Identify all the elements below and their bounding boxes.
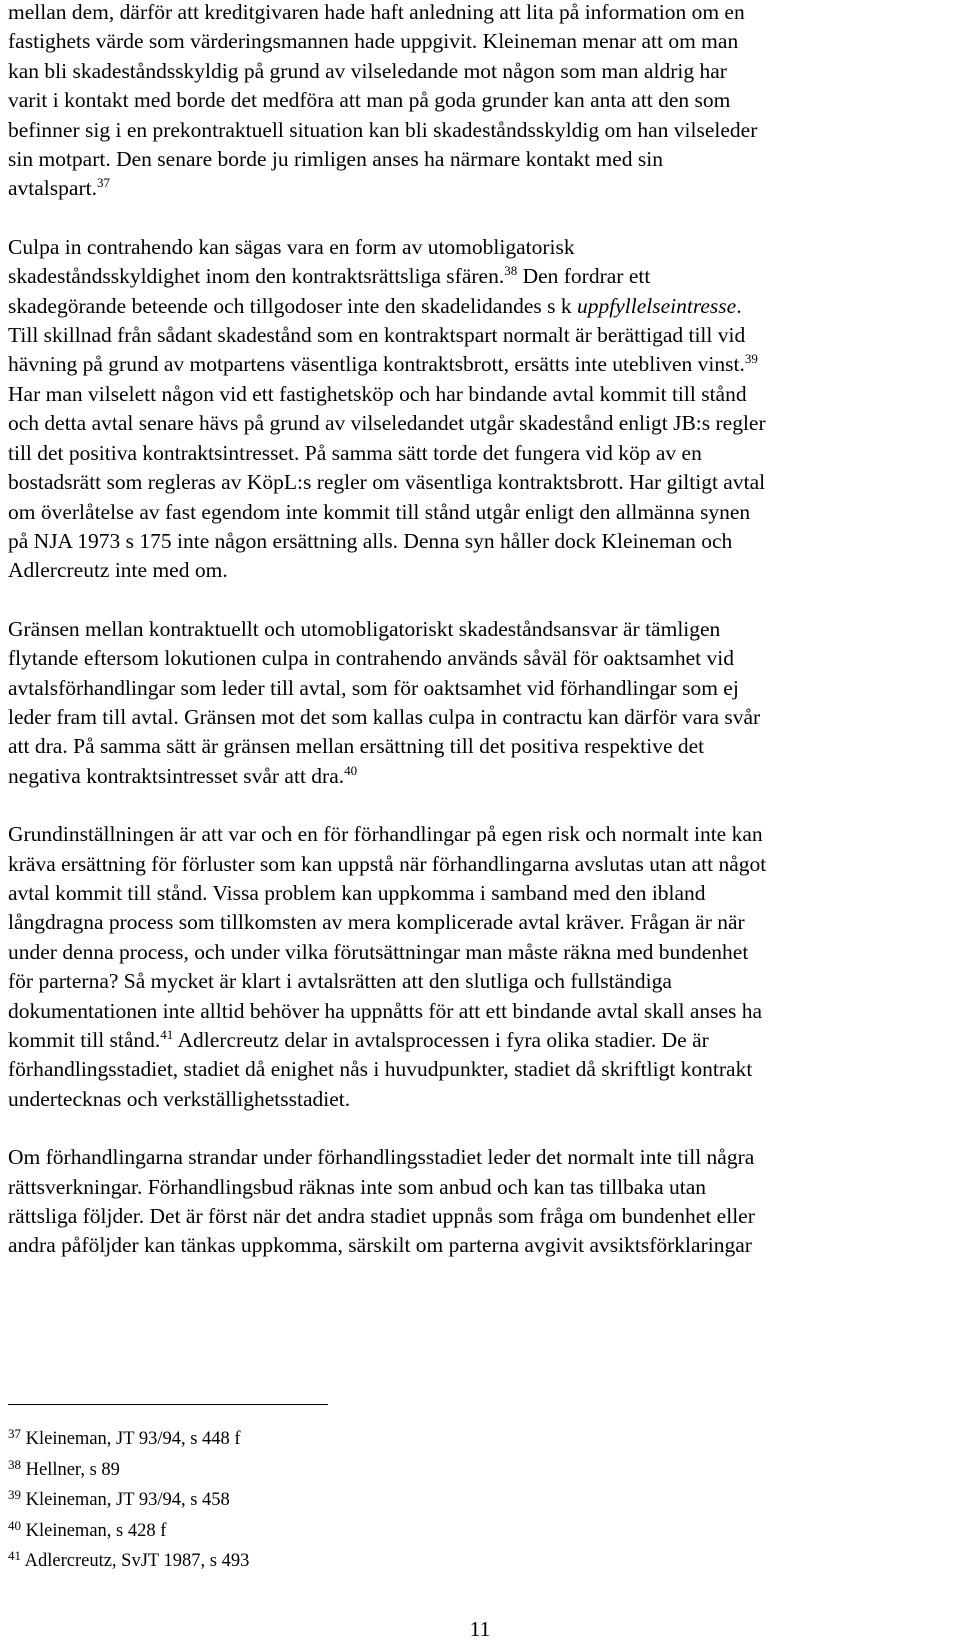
paragraph-gap xyxy=(8,586,954,615)
paragraph xyxy=(8,1143,954,1261)
footnote-reference: 38 xyxy=(504,263,518,279)
paragraph-gap xyxy=(8,204,954,233)
footnote xyxy=(8,1455,249,1486)
footnote-text: Adlercreutz, SvJT 1987, s 493 xyxy=(24,1551,250,1571)
text-run: Den fordrar ett xyxy=(517,264,651,289)
footnote-text: Kleineman, JT 93/94, s 448 f xyxy=(25,1429,241,1449)
footnote-number: 40 xyxy=(8,1517,21,1533)
footnote xyxy=(8,1516,249,1547)
text-line: befinner sig i en prekontraktuell situation kan bli skadeståndsskyldig om han vilseleder xyxy=(8,117,758,142)
text-line: fastighets värde som värderingsmannen hade uppgivit. Kleineman menar att om man xyxy=(8,29,739,54)
text-line xyxy=(8,174,954,203)
text-line xyxy=(8,292,954,321)
text-line xyxy=(8,350,954,379)
text-line: avtal kommit till stånd. Vissa problem kan uppkomma i samband med den ibland xyxy=(8,880,706,905)
text-line: Culpa in contrahendo kan sägas vara en form av utomobligatorisk xyxy=(8,234,575,259)
text-line: att dra. På samma sätt är gränsen mellan ersättning till det positiva respektive det xyxy=(8,734,705,759)
text-line xyxy=(8,262,954,291)
paragraph xyxy=(8,233,954,586)
text-line: kan bli skadeståndsskyldig på grund av vilseledande mot någon som man aldrig har xyxy=(8,58,727,83)
text-line: rättsverkningar. Förhandlingsbud räknas inte som anbud och kan tas tillbaka utan xyxy=(8,1174,707,1199)
footnote-divider xyxy=(8,1404,328,1405)
text-run: hävning på grund av motpartens väsentliga kontraktsbrott, ersätts inte utebliven vinst. xyxy=(8,352,745,377)
text-line: Till skillnad från sådant skadestånd som en kontraktspart normalt är berättigad till vid xyxy=(8,323,746,348)
footnote-text: Hellner, s 89 xyxy=(25,1459,120,1480)
text-line: kräva ersättning för förluster som kan uppstå när förhandlingarna avslutas utan att något xyxy=(8,851,767,876)
text-line xyxy=(8,1026,954,1055)
emphasized-term: uppfyllelseintresse xyxy=(576,293,737,318)
footnote-reference: 37 xyxy=(96,175,110,191)
text-line: om överlåtelse av fast egendom inte kommit till stånd utgår enligt den allmänna synen xyxy=(8,499,751,524)
footnote-number: 37 xyxy=(8,1426,21,1441)
text-line: Grundinställningen är att var och en för förhandlingar på egen risk och normalt inte kan xyxy=(8,822,763,847)
text-line xyxy=(8,762,954,791)
text-line: under denna process, och under vilka förutsättningar man måste räkna med bundenhet xyxy=(8,939,749,964)
footnote-reference: 39 xyxy=(744,351,758,367)
text-line: leder fram till avtal. Gränsen mot det som kallas culpa in contractu kan därför vara svår xyxy=(8,704,761,729)
text-line: varit i kontakt med borde det medföra att man på goda grunder kan anta att den som xyxy=(8,88,731,113)
footnote xyxy=(8,1485,249,1516)
footnote-text: Kleineman, s 428 f xyxy=(25,1520,167,1541)
text-line: långdragna process som tillkomsten av mera komplicerade avtal kräver. Frågan är när xyxy=(8,910,745,935)
page-number: 11 xyxy=(469,1617,491,1641)
text-line: mellan dem, därför att kreditgivaren hade haft anledning att lita på information om en xyxy=(8,0,745,24)
footnote xyxy=(8,1546,249,1577)
footnote-number: 41 xyxy=(8,1548,21,1563)
footnote-reference: 41 xyxy=(160,1027,174,1042)
text-line: bostadsrätt som regleras av KöpL:s regler om väsentliga kontraktsbrott. Har giltigt avtal xyxy=(8,470,766,495)
text-line: dokumentationen inte alltid behöver ha uppnåtts för att ett bindande avtal skall anses ha xyxy=(8,998,763,1023)
text-run: skadeståndsskyldighet inom den kontraktsrättsliga sfären. xyxy=(8,264,505,289)
text-run: Adlercreutz delar in avtalsprocessen i fyra olika stadier. De är xyxy=(173,1028,709,1052)
text-line: Adlercreutz inte med om. xyxy=(8,558,228,583)
text-run: negativa kontraktsintresset svår att dra. xyxy=(8,763,345,788)
text-run: avtalspart. xyxy=(8,176,97,201)
text-line: för parterna? Så mycket är klart i avtalsrätten att den slutliga och fullständiga xyxy=(8,969,672,994)
footnote-number: 38 xyxy=(8,1456,21,1472)
paragraph xyxy=(8,820,954,1114)
text-run: skadegörande beteende och tillgodoser inte den skadelidandes s k xyxy=(8,293,577,318)
text-line: Gränsen mellan kontraktuellt och utomobligatoriskt skadeståndsansvar är tämligen xyxy=(8,616,721,641)
text-line: andra påföljder kan tänkas uppkomma, särskilt om parterna avgivit avsiktsförklaringar xyxy=(8,1233,752,1258)
text-run: kommit till stånd. xyxy=(8,1028,161,1052)
text-line: sin motpart. Den senare borde ju rimligen anses ha närmare kontakt med sin xyxy=(8,147,663,172)
text-line: Om förhandlingarna strandar under förhandlingsstadiet leder det normalt inte till några xyxy=(8,1145,755,1170)
paragraph-gap xyxy=(8,791,954,820)
footnote-text: Kleineman, JT 93/94, s 458 xyxy=(25,1490,230,1510)
paragraph-gap xyxy=(8,1114,954,1143)
text-line: avtalsförhandlingar som leder till avtal, som för oaktsamhet vid förhandlingar som ej xyxy=(8,675,739,700)
footnote xyxy=(8,1424,249,1455)
footnotes xyxy=(8,1424,249,1577)
text-line: rättsliga följder. Det är först när det andra stadiet uppnås som fråga om bundenhet eller xyxy=(8,1204,755,1229)
paragraph xyxy=(8,615,954,791)
footnote-number: 39 xyxy=(8,1487,21,1502)
text-line: undertecknas och verkställighetsstadiet. xyxy=(8,1086,351,1111)
text-line: på NJA 1973 s 175 inte någon ersättning alls. Denna syn håller dock Kleineman och xyxy=(8,528,733,553)
text-line: till det positiva kontraktsintresset. På samma sätt torde det fungera vid köp av en xyxy=(8,440,702,465)
footnote-reference: 40 xyxy=(344,762,358,778)
text-line: förhandlingsstadiet, stadiet då enighet nås i huvudpunkter, stadiet då skriftligt kontrakt xyxy=(8,1057,753,1082)
text-run: . xyxy=(736,293,742,318)
document-page xyxy=(8,0,954,1261)
text-line: flytande eftersom lokutionen culpa in contrahendo används såväl för oaktsamhet vid xyxy=(8,646,735,671)
text-line: och detta avtal senare hävs på grund av vilseledandet utgår skadestånd enligt JB:s regler xyxy=(8,411,766,436)
text-line: Har man vilselett någon vid ett fastighetsköp och har bindande avtal kommit till stånd xyxy=(8,381,747,406)
paragraph xyxy=(8,0,954,204)
